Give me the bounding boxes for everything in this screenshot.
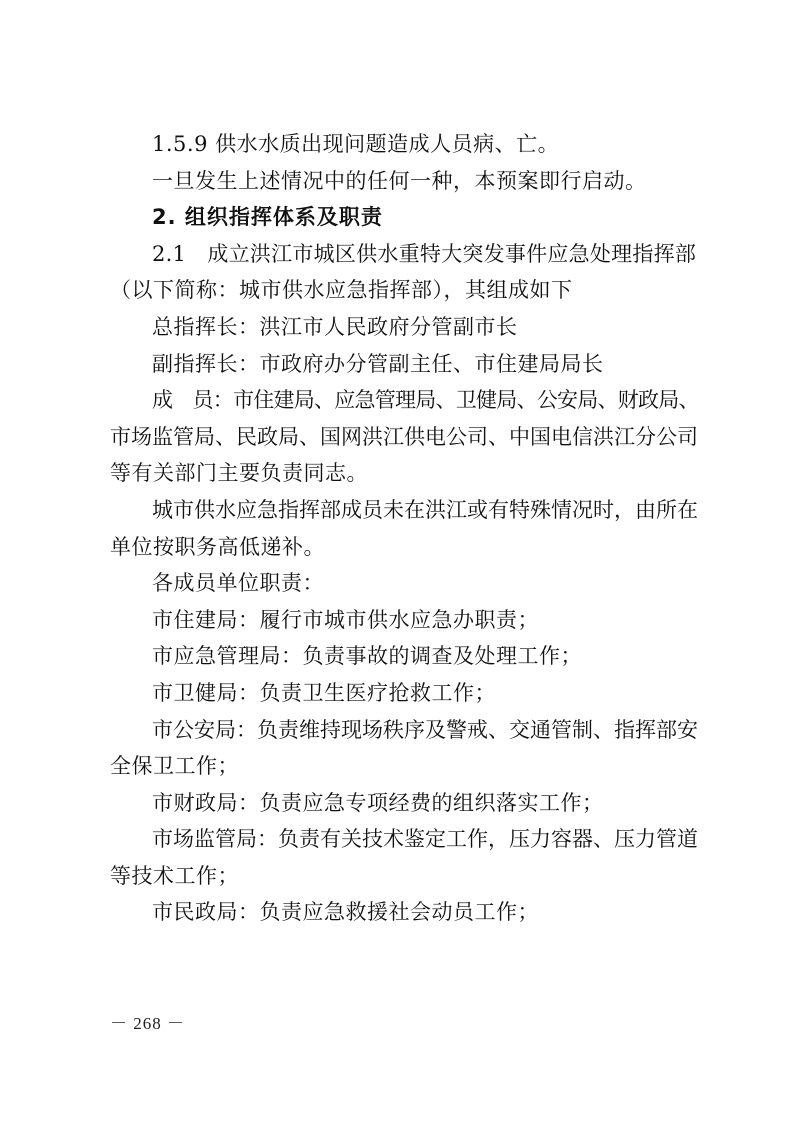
paragraph-line: 市场监管局、民政局、国网洪江供电公司、中国电信洪江分公司 <box>110 424 698 449</box>
paragraph-line: 市住建局：履行市城市供水应急办职责； <box>152 607 539 632</box>
paragraph-line: 2.1 成立洪江市城区供水重特大突发事件应急处理指挥部 <box>152 241 697 266</box>
paragraph-line: 成 员：市住建局、应急管理局、卫健局、公安局、财政局、 <box>152 388 699 413</box>
section-heading: 2. 组织指挥体系及职责 <box>152 205 383 230</box>
paragraph-line: 单位按职务高低递补。 <box>110 534 325 559</box>
paragraph-line: 总指挥长：洪江市人民政府分管副市长 <box>152 314 518 339</box>
document-body <box>110 126 700 931</box>
paragraph-line: 副指挥长：市政府办分管副主任、市住建局局长 <box>152 351 604 376</box>
paragraph-line: 市卫健局：负责卫生医疗抢救工作； <box>152 680 496 705</box>
page-number: － 268 － <box>110 1014 185 1033</box>
paragraph-line: 各成员单位职责： <box>152 571 324 596</box>
paragraph-line: 城市供水应急指挥部成员未在洪江或有特殊情况时，由所在 <box>152 497 698 522</box>
paragraph-line: 市场监管局：负责有关技术鉴定工作，压力容器、压力管道 <box>152 827 698 852</box>
paragraph-line: 等有关部门主要负责同志。 <box>110 461 368 486</box>
paragraph-line: 市应急管理局：负责事故的调查及处理工作； <box>152 644 582 669</box>
paragraph-line: （以下简称：城市供水应急指挥部），其组成如下 <box>110 278 573 303</box>
paragraph-line: 等技术工作； <box>110 863 239 888</box>
paragraph-line: 市公安局：负责维持现场秩序及警戒、交通管制、指挥部安 <box>152 717 698 742</box>
paragraph-line: 市民政局：负责应急救援社会动员工作； <box>152 900 539 925</box>
paragraph-line: 全保卫工作； <box>110 754 239 779</box>
paragraph-line: 1.5.9 供水水质出现问题造成人员病、亡。 <box>152 132 560 156</box>
paragraph-line: 市财政局：负责应急专项经费的组织落实工作； <box>152 790 604 815</box>
paragraph-line: 一旦发生上述情况中的任何一种，本预案即行启动。 <box>152 168 647 193</box>
